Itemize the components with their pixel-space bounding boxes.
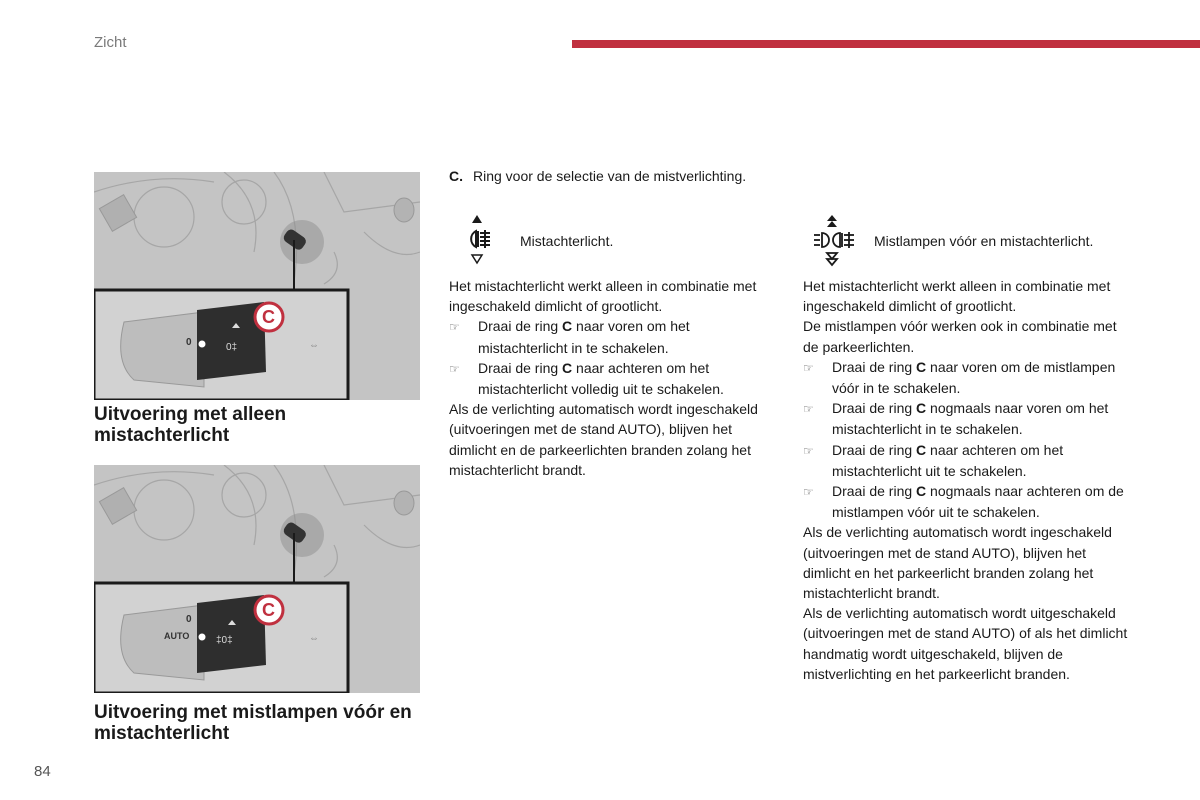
callout-c: C	[262, 600, 275, 620]
bullet-pointer-icon: ☞	[449, 361, 460, 376]
bullet-pointer-icon: ☞	[803, 485, 814, 500]
figure-front-rear-fog	[94, 465, 420, 693]
paragraph: Als de verlichting automatisch wordt uitgeschakeld (uitvoeringen met de stand AUTO) of als het dimlicht handmatig wordt uitgeschakeld, blijven de mistverlichting en het parkeerlicht branden.	[803, 605, 1128, 682]
text-column-front-rear-fog	[803, 276, 1133, 684]
stalk-illustration-rear	[94, 172, 420, 400]
svg-text:‡0‡: ‡0‡	[216, 635, 233, 646]
svg-text:⇔: ⇔	[309, 340, 319, 351]
bullet-item: ☞ Draai de ring C naar voren om de mistlampen vóór in te schakelen.	[803, 358, 1116, 397]
page-number: 84	[34, 763, 51, 780]
caption-rear-fog-only: Uitvoering met alleen mistachterlicht	[94, 404, 287, 446]
ring-c-description	[449, 168, 746, 184]
stalk-illustration-front-rear	[94, 465, 420, 693]
bullet-item: ☞ Draai de ring C naar voren om het mistachterlicht in te schakelen.	[449, 318, 690, 356]
svg-text:0‡: 0‡	[226, 342, 238, 353]
indicator-zero: 0	[186, 614, 192, 625]
bullet-pointer-icon: ☞	[803, 402, 814, 417]
paragraph: Het mistachterlicht werkt alleen in combinatie met ingeschakeld dimlicht of grootlicht.	[803, 278, 1111, 315]
paragraph: Als de verlichting automatisch wordt ingeschakeld (uitvoeringen met de stand AUTO), blijven het dimlicht en de parkeerlichten branden zolang het mistachterlicht brandt.	[449, 401, 758, 478]
indicator-auto: AUTO	[164, 631, 190, 641]
front-rear-fog-icon-block	[812, 213, 1172, 265]
bullet-item: ☞ Draai de ring C nogmaals naar voren om het mistachterlicht in te schakelen.	[803, 400, 1109, 438]
rear-fog-label: Mistachterlicht.	[520, 233, 614, 249]
indicator-zero: 0	[186, 337, 192, 348]
paragraph: De mistlampen vóór werken ook in combinatie met de parkeerlichten.	[803, 318, 1117, 355]
rear-fog-light-icon	[462, 213, 492, 267]
paragraph: Het mistachterlicht werkt alleen in combinatie met ingeschakeld dimlicht of grootlicht.	[449, 278, 757, 315]
header-accent-bar	[572, 40, 1200, 48]
front-rear-fog-label: Mistlampen vóór en mistachterlicht.	[874, 233, 1094, 249]
bullet-item: ☞ Draai de ring C naar achteren om het mistachterlicht volledig uit te schakelen.	[449, 359, 724, 398]
svg-text:⇔: ⇔	[309, 633, 319, 644]
figure-rear-fog-only	[94, 172, 420, 400]
callout-c: C	[262, 307, 275, 327]
bullet-pointer-icon: ☞	[803, 443, 814, 458]
caption-front-rear-fog: Uitvoering met mistlampen vóór en mistachterlicht	[94, 702, 412, 744]
bullet-item: ☞ Draai de ring C nogmaals naar achteren om de mistlampen vóór uit te schakelen.	[803, 483, 1124, 521]
ring-c-text: Ring voor de selectie van de mistverlichting.	[473, 168, 747, 184]
front-rear-fog-light-icon	[812, 213, 856, 267]
text-column-rear-fog	[449, 276, 779, 480]
bullet-pointer-icon: ☞	[803, 360, 814, 375]
bullet-item: ☞ Draai de ring C naar achteren om het mistachterlicht uit te schakelen.	[803, 441, 1064, 479]
paragraph: Als de verlichting automatisch wordt ingeschakeld (uitvoeringen met de stand AUTO), blijven het dimlicht en het parkeerlicht branden zolang het mistachterlicht brandt.	[803, 524, 1112, 602]
bullet-pointer-icon: ☞	[449, 320, 460, 335]
section-title: Zicht	[94, 34, 127, 51]
rear-fog-icon-block	[462, 213, 762, 265]
ring-c-letter: C.	[449, 168, 463, 184]
